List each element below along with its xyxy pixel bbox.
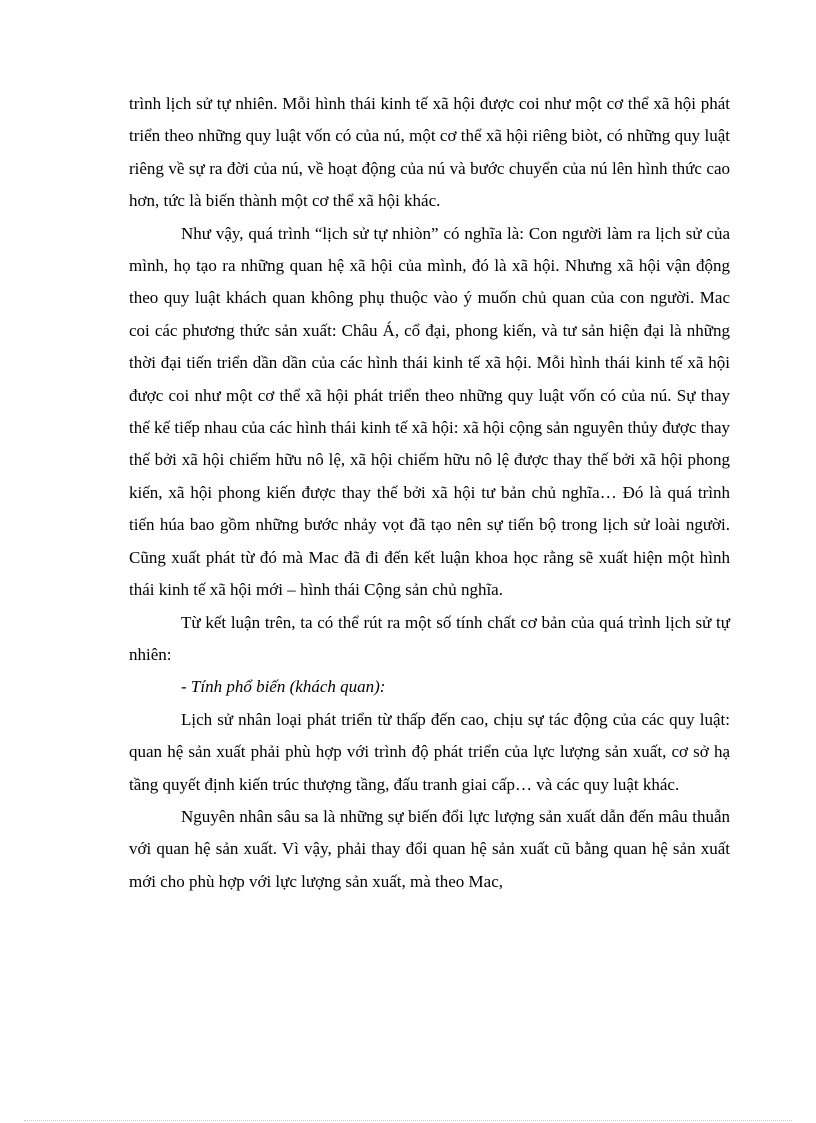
paragraph-5: Nguyên nhân sâu sa là những sự biến đổi lực lượng sản xuất dẫn đến mâu thuẫn với quan hệ sản xuất. Vì vậy, phải thay đổi quan hệ sản xuất cũ bằng quan hệ sản xuất mới cho phù hợp với lực lượng sản xuất, mà theo Mac, — [129, 806, 730, 891]
body-text — [129, 88, 730, 898]
paragraph-4: Lịch sử nhân loại phát triển từ thấp đến cao, chịu sự tác động của các quy luật: quan hệ sản xuất phải phù hợp với trình độ phát triển của lực lượng sản xuất, cơ sở hạ tầng quyết định kiến trúc thượng tầng, đấu tranh giai cấp… và các quy luật khác. — [129, 709, 730, 794]
paragraph-1: trình lịch sử tự nhiên. Mỗi hình thái kinh tế xã hội được coi như một cơ thể xã hội phát triển theo những quy luật vốn có của nú, một cơ thể xã hội riêng biòt, có những quy luật riêng về sự ra đời của nú, về hoạt động của nú và bước chuyển của nú lên hình thức cao hơn, tức là biến thành một cơ thể xã hội khác. — [129, 94, 730, 211]
section-heading: - Tính phổ biến (khách quan): — [181, 677, 386, 697]
paragraph-2: Như vậy, quá trình “lịch sử tự nhiòn” có nghĩa là: Con người làm ra lịch sử của mình, họ tạo ra những quan hệ xã hội của mình, đó là xã hội. Nhưng xã hội vận động theo quy luật khách quan không phụ thuộc vào ý muốn chủ quan của con người. Mac coi các phương thức sản xuất: Châu Á, cổ đại, phong kiến, và tư sản hiện đại là những thời đại tiến triển dần dần của các hình thái kinh tế xã hội. Mỗi hình thái kinh tế xã hội được coi như một cơ thể xã hội phát triển theo những quy luật vốn có của nú. Sự thay thế kế tiếp nhau của các hình thái kinh tế xã hội: xã hội cộng sản nguyên thủy được thay thế bởi xã hội chiếm hữu nô lệ, xã hội chiếm hữu nô lệ được thay thế bởi xã hội phong kiến, xã hội phong kiến được thay thế bởi xã hội tư bản chủ nghĩa… Đó là quá trình tiến húa bao gồm những bước nhảy vọt đã tạo nên sự tiến bộ trong lịch sử loài người. Cũng xuất phát từ đó mà Mac đã đi đến kết luận khoa học rằng sẽ xuất hiện một hình thái kinh tế xã hội mới – hình thái Cộng sản chủ nghĩa. — [129, 223, 730, 600]
page-bottom-divider — [24, 1120, 792, 1121]
paragraph-3: Từ kết luận trên, ta có thể rút ra một số tính chất cơ bản của quá trình lịch sử tự nhiên: — [129, 612, 730, 664]
